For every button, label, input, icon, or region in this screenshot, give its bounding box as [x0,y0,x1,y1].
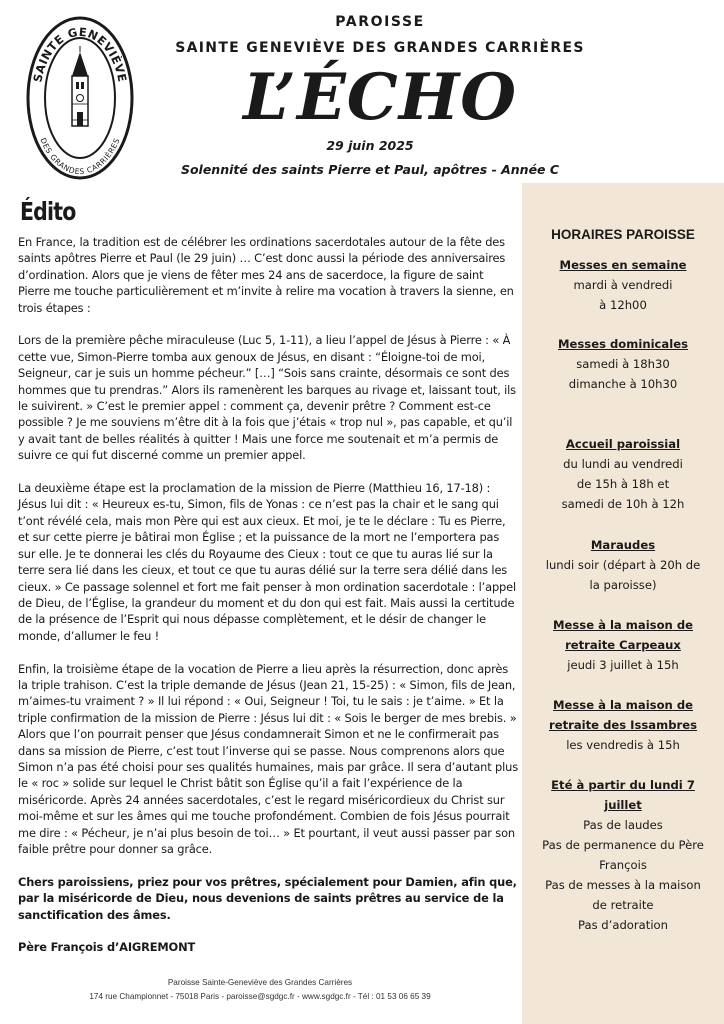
edito-heading: Édito [20,197,76,226]
schedule-line: François [599,858,647,872]
schedule-heading: Eté à partir du lundi 7 [551,778,695,792]
footer-contact: 174 rue Championnet - 75018 Paris - paroisse@sgdgc.fr - www.sgdgc.fr - Tél : 01 53 06 65 39 [89,992,431,1001]
schedule-carpeaux-mass [522,615,724,675]
issue-date: 29 juin 2025 [326,138,414,153]
edito-paragraph: En France, la tradition est de célébrer les ordinations sacerdotales autour de la fête des saints apôtres Pierre et Paul (le 29 juin) … C’est donc aussi la période des anniversaires d’ordination. Alors que je viens de fêter mes 24 ans de sacerdoce, la figure de saint Pierre me touche particulièrement et m’invite à relire ma vocation à travers la sienne, en trois étapes : [18,235,514,315]
schedule-reception [522,434,724,514]
schedule-line: à 12h00 [599,298,647,312]
schedule-maraudes [522,535,724,595]
edito-paragraph: Lors de la première pêche miraculeuse (Luc 5, 1-11), a lieu l’appel de Jésus à Pierre : « À cette vue, Simon-Pierre tomba aux genoux de Jésus, en disant : “Éloigne-toi de moi, Seigneur, car je suis un homme pécheur.” […] “Sois sans crainte, désormais ce sont des hommes que tu prendras.” Alors ils ramenèrent les barques au rivage et, laissant tout, ils le suivirent. » C’est le premier appel : comment ça, devenir prêtre ? Comment est-ce possible ? Je me souviens m’être dit à la fois que j’étais « trop nul », pas capable, et qu’il y avait tant de belles réalités à quitter ! Mais une force me soutenait et m’a permis de suivre ce qui fut discerné comme un premier appel. [18,333,516,463]
schedule-heading: Messe à la maison de [553,698,693,712]
svg-text:SAINTE GENEVIÈVE: SAINTE GENEVIÈVE [30,24,130,84]
schedule-line: la paroisse) [589,578,657,592]
schedule-line: Pas de laudes [583,818,663,832]
schedule-title: HORAIRES PAROISSE [551,227,695,242]
schedule-heading: retraite des Issambres [549,718,697,732]
edito-signature: Père François d’AIGREMONT [18,940,196,955]
schedule-sidebar [522,183,724,1024]
edito-closing: Chers paroissiens, priez pour vos prêtres, spécialement pour Damien, afin que, par la miséricorde de Dieu, nous devenions de saints prêtres au service de la sanctification des âmes. [18,874,517,922]
footer-parish-name: Paroisse Sainte-Geneviève des Grandes Carrières [167,978,353,987]
page-header [0,0,724,182]
schedule-sunday-masses [522,334,724,394]
church-tower-icon [72,46,88,126]
schedule-heading: Messes dominicales [558,337,688,351]
parish-logo [22,12,138,184]
svg-text:DES GRANDES CARRIÈRES: DES GRANDES CARRIÈRES [38,136,122,177]
schedule-heading: Messes en semaine [559,258,687,272]
liturgical-feast: Solennité des saints Pierre et Paul, apôtres - Année C [180,162,560,177]
schedule-line: Pas d’adoration [578,918,668,932]
edito-body [18,234,518,972]
schedule-line: de 15h à 18h et [576,477,670,491]
schedule-line: Pas de permanence du Père [542,838,704,852]
schedule-heading: Maraudes [590,538,656,552]
schedule-line: dimanche à 10h30 [568,377,678,391]
parish-name: SAINTE GENEVIÈVE DES GRANDES CARRIÈRES [175,40,585,56]
schedule-heading: Messe à la maison de [553,618,693,632]
parish-label: PAROISSE [335,14,425,30]
schedule-line: jeudi 3 juillet à 15h [567,658,679,672]
schedule-weekday-masses [522,255,724,315]
schedule-issambres-mass [522,695,724,755]
schedule-line: de retraite [592,898,654,912]
schedule-heading: juillet [604,798,642,812]
schedule-line: samedi de 10h à 12h [561,497,685,511]
schedule-heading: Accueil paroissial [565,437,681,451]
schedule-heading: retraite Carpeaux [565,638,681,652]
schedule-line: mardi à vendredi [573,278,673,292]
schedule-line: du lundi au vendredi [563,457,683,471]
schedule-line: les vendredis à 15h [566,738,680,752]
edito-paragraph: Enfin, la troisième étape de la vocation de Pierre a lieu après la résurrection, donc après la triple trahison. C’est la triple demande de Jésus (Jean 21, 15-25) : « Simon, fils de Jean, m’aimes-tu vraiment ? » Il lui répond : « Oui, Seigneur ! Toi, tu le sais : je t’aime. » Et la triple confirmation de la mission de Pierre : Jésus lui dit : « Sois le berger de mes brebis. » Alors que l’on pourrait penser que Jésus condamnerait Simon et ne le confirmerait pas dans sa mission de Pierre, c’est tout l’inverse qui se passe. Nous comprenons alors que Simon n’a pas été choisi pour ses qualités humaines, mais par grâce. Il sera d’autant plus le « roc » solide sur lequel le Christ bâtit son Église qu’il a fait l’expérience de la miséricorde. Après 24 années sacerdotales, c’est le regard miséricordieux du Christ sur moi-même et sur les âmes qui me touche profondément. Combien de fois Jésus pourrait me dire : « Pécheur, je n’ai plus besoin de toi… » Et pourtant, il veut aussi passer par son faible prêtre pour donner sa grâce. [18,661,518,856]
edito-paragraph: La deuxième étape est la proclamation de la mission de Pierre (Matthieu 16, 17-18) : Jésus lui dit : « Heureux es-tu, Simon, fils de Yonas : ce n’est pas la chair et le sang qui t’ont révélé cela, mais mon Père qui est aux cieux. Et moi, je te le déclare : Tu es Pierre, et sur cette pierre je bâtirai mon Église ; et la puissance de la mort ne l’emportera pas sur elle. Je te donnerai les clés du Royaume des Cieux : tout ce que tu auras lié sur la terre sera lié dans les cieux, et tout ce que tu auras délié sur la terre sera délié dans les cieux. » Ce passage solennel et fort me fait penser à mon ordination sacerdotale : l’appel de Dieu, de l’Église, la grandeur du moment et du don qui est fait. Mais aussi la certitude de la présence de l’Esprit qui nous dépasse complètement, et le désir de changer le monde, d’allumer le feu ! [18,481,517,643]
schedule-summer [522,775,724,935]
schedule-line: samedi à 18h30 [576,357,670,371]
newsletter-title: L’ÉCHO [243,60,517,135]
schedule-line: Pas de messes à la maison [545,878,701,892]
schedule-line: lundi soir (départ à 20h de [545,558,701,572]
